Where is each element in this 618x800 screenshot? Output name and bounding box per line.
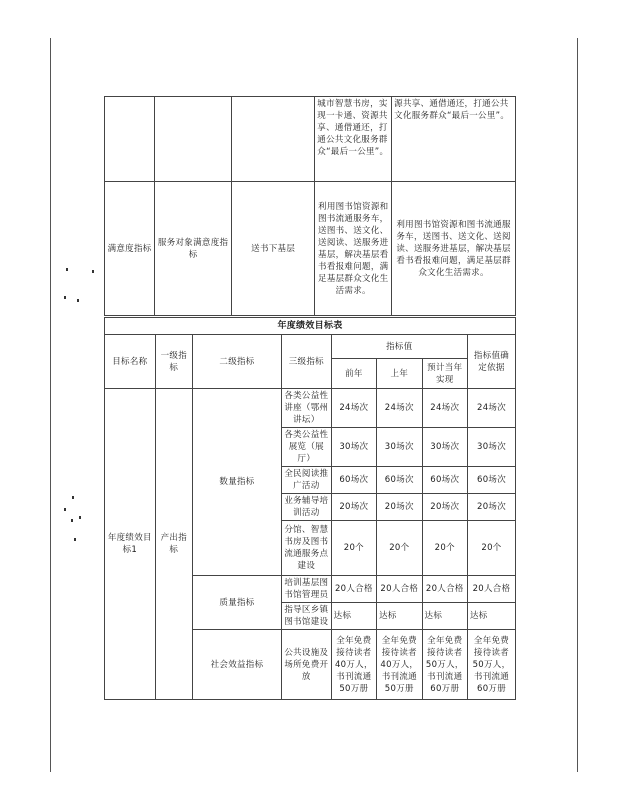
last-value: 全年免费接待读者40万人，书刊流通50万册 (377, 630, 422, 700)
table-title: 年度绩效目标表 (105, 318, 516, 335)
last-value: 达标 (377, 603, 422, 630)
current-value: 全年免费接待读者50万人，书刊流通60万册 (422, 630, 467, 700)
basis-value: 20人合格 (468, 576, 516, 603)
indicator-content: 利用图书馆资源和图书流通服务车，送图书、送文化、送阅读、送服务进基层，解决基层看书看报难问题，满足基层群众文化生活需求。 (315, 182, 392, 316)
prev-value: 全年免费接待读者40万人，书刊流通50万册 (331, 630, 376, 700)
indicator-basis: 利用图书馆资源和图书流通服务车，送图书、送文化、送阅读、送服务进基层，解决基层看书看报难问题，满足基层群众文化生活需求。 (392, 182, 516, 316)
header-current-estimate: 预计当年实现 (422, 359, 467, 389)
last-value: 24场次 (377, 389, 422, 428)
prev-value: 20人合格 (331, 576, 376, 603)
level3-cell: 业务辅导培训活动 (282, 494, 332, 521)
prev-value: 达标 (331, 603, 376, 630)
level3-cell: 各类公益性讲座（鄂州讲坛） (282, 389, 332, 428)
prev-value: 60场次 (331, 467, 376, 494)
level2-cell: 数量指标 (192, 389, 281, 576)
table-row (105, 182, 516, 316)
current-value: 30场次 (422, 428, 467, 467)
level3-indicator: 送书下基层 (232, 182, 315, 316)
header-last-year: 上年 (377, 359, 422, 389)
level3-cell: 培训基层图书馆管理员 (282, 576, 332, 603)
indicator-content: 城市智慧书房，实现一卡通、资源共享、通借通还，打通公共文化服务群众“最后一公里”。 (315, 97, 392, 182)
current-value: 20人合格 (422, 576, 467, 603)
last-value: 20场次 (377, 494, 422, 521)
prev-value: 24场次 (331, 389, 376, 428)
table-row (105, 389, 516, 428)
header-prev-year: 前年 (331, 359, 376, 389)
level2-cell: 社会效益指标 (192, 630, 281, 700)
empty-cell (105, 97, 155, 182)
annual-goal-table (104, 317, 516, 700)
header-level1: 一级指标 (155, 335, 192, 389)
last-value: 60场次 (377, 467, 422, 494)
empty-cell (155, 97, 232, 182)
basis-value: 20场次 (468, 494, 516, 521)
basis-value: 20个 (468, 521, 516, 576)
header-level2: 二级指标 (192, 335, 281, 389)
basis-value: 达标 (468, 603, 516, 630)
level3-cell: 分馆、智慧书房及图书流通服务点建设 (282, 521, 332, 576)
basis-value: 30场次 (468, 428, 516, 467)
level1-indicator: 满意度指标 (105, 182, 155, 316)
basis-value: 60场次 (468, 467, 516, 494)
prev-value: 30场次 (331, 428, 376, 467)
current-value: 24场次 (422, 389, 467, 428)
header-goal-name: 目标名称 (105, 335, 156, 389)
level3-cell: 指导区乡镇图书馆建设 (282, 603, 332, 630)
level3-cell: 公共设施及场所免费开放 (282, 630, 332, 700)
last-value: 20个 (377, 521, 422, 576)
empty-cell (232, 97, 315, 182)
level3-cell: 各类公益性展览（展厅） (282, 428, 332, 467)
current-value: 20个 (422, 521, 467, 576)
level2-indicator: 服务对象满意度指标 (155, 182, 232, 316)
level1-cell: 产出指标 (155, 389, 192, 700)
header-level3: 三级指标 (282, 335, 332, 389)
level2-cell: 质量指标 (192, 576, 281, 630)
current-value: 20场次 (422, 494, 467, 521)
prev-value: 20个 (331, 521, 376, 576)
prev-value: 20场次 (331, 494, 376, 521)
last-value: 20人合格 (377, 576, 422, 603)
goal-name-cell: 年度绩效目标1 (105, 389, 156, 700)
header-basis: 指标值确定依据 (468, 335, 516, 389)
last-value: 30场次 (377, 428, 422, 467)
header-indicator-value: 指标值 (331, 335, 467, 359)
indicator-basis: 源共享、通借通还，打通公共文化服务群众“最后一公里”。 (392, 97, 516, 182)
current-value: 60场次 (422, 467, 467, 494)
table-row (105, 97, 516, 182)
top-indicator-table (104, 96, 516, 316)
level3-cell: 全民阅读推广活动 (282, 467, 332, 494)
basis-value: 24场次 (468, 389, 516, 428)
current-value: 达标 (422, 603, 467, 630)
basis-value: 全年免费接待读者50万人，书刊流通60万册 (468, 630, 516, 700)
